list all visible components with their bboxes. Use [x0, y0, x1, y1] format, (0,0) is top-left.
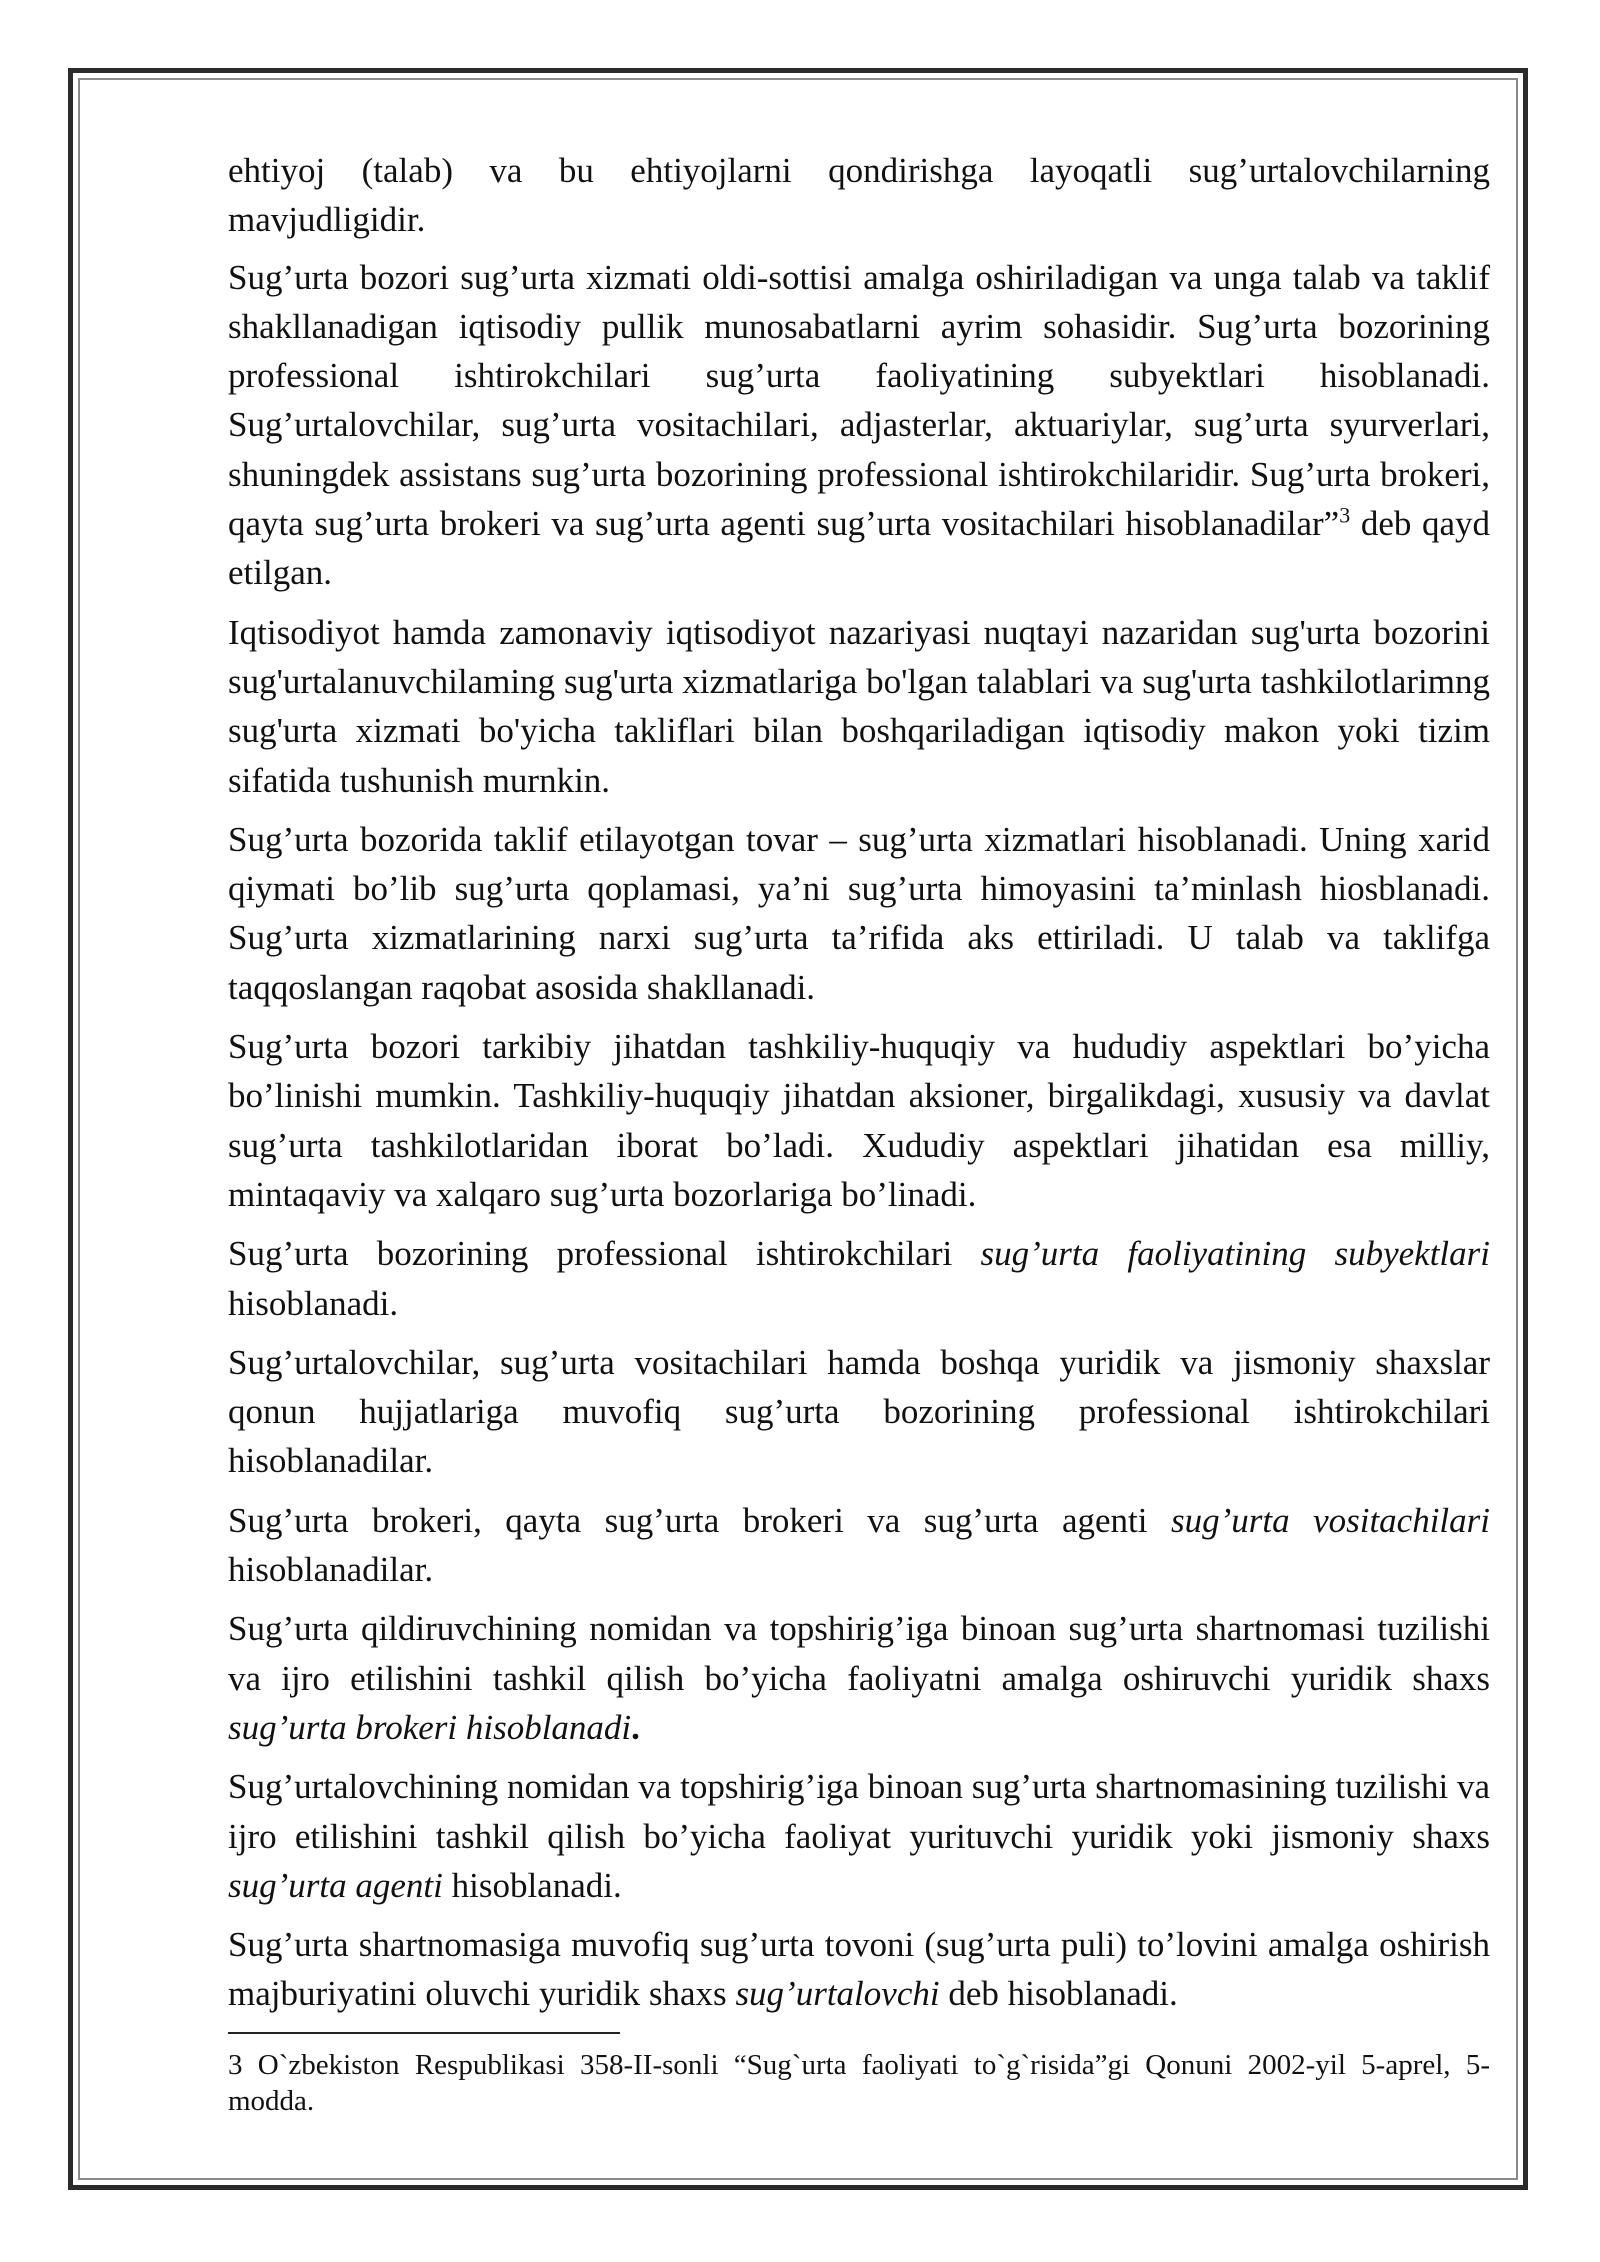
- paragraph-3: [228, 608, 1490, 805]
- footnote-reference[interactable]: 3: [1339, 502, 1351, 528]
- footnote-separator: [228, 2032, 620, 2034]
- text: hisoblanadi.: [442, 1865, 622, 1905]
- text: Iqtisodiyot hamda zamonaviy iqtisodiyot nazariyasi nuqtayi nazaridan sug'urta bozorini sug'urtalanuvchilaming sug'urta xizmatlariga bo'lgan talablari va sug'urta tashkilotlarimng sug'urta xizmati bo'yicha takliflari bilan boshqariladigan iqtisodiy makon yoki tizim sifatida tushunish murnkin.: [228, 612, 1490, 800]
- text: hisoblanadi.: [228, 1283, 399, 1323]
- text: Sug’urta bozori sug’urta xizmati oldi-sottisi amalga oshiriladigan va unga talab va taklif shakllanadigan iqtisodiy pullik munosabatlarni ayrim sohasidir. Sug’urta bozorining professional ishtirokchilari sug’urta faoliyatining subyektlari hisoblanadi. Sug’urtalovchilar, sug’urta vositachilari, adjasterlar, aktuariylar, sug’urta syurverlari, shuningdek assistans sug’urta bozorining professional ishtirokchilaridir. Sug’urta brokeri, qayta sug’urta brokeri va sug’urta agenti sug’urta vositachilari hisoblanadilar”: [228, 257, 1490, 544]
- text: Sug’urta bozorining professional ishtirokchilari: [228, 1234, 981, 1274]
- footnote: 3 O`zbekiston Respublikasi 358-II-sonli “Sug`urta faoliyati to`g`risida”gi Qonuni 2002-yil 5-aprel, 5-modda.: [228, 2049, 1490, 2117]
- italic-term: sug’urta agenti: [228, 1865, 443, 1905]
- paragraph-10: [228, 1762, 1490, 1910]
- paragraph-9: [228, 1604, 1490, 1752]
- italic-term: sug’urta faoliyatining subyektlari: [980, 1234, 1490, 1274]
- italic-term: sug’urta vositachilari: [1170, 1500, 1490, 1540]
- text: deb qayd etilgan.: [228, 504, 1490, 593]
- paragraph-1: [228, 146, 1490, 245]
- paragraph-8: [228, 1496, 1490, 1595]
- text: Sug’urta shartnomasiga muvofiq sug’urta tovoni (sug’urta puli) to’lovini amalga oshirish majburiyatini oluvchi yuridik shaxs: [228, 1925, 1490, 2014]
- text: Sug’urta bozori tarkibiy jihatdan tashkiliy-huquqiy va hududiy aspektlari bo’yicha bo’linishi mumkin. Tashkiliy-huquqiy jihatdan aksioner, birgalikdagi, xususiy va davlat sug’urta tashkilotlaridan iborat bo’ladi. Xududiy aspektlari jihatidan esa milliy, mintaqaviy va xalqaro sug’urta bozorlariga bo’linadi.: [228, 1027, 1490, 1214]
- paragraph-11: [228, 1920, 1490, 2019]
- paragraph-5: [228, 1022, 1490, 1219]
- text: Sug’urtalovchining nomidan va topshirig’iga binoan sug’urta shartnomasining tuzilishi va ijro etilishini tashkil qilish bo’yicha faoliyat yurituvchi yuridik yoki jismoniy shaxs: [228, 1767, 1490, 1856]
- text: hisoblanadilar.: [228, 1550, 434, 1590]
- paragraph-6: [228, 1229, 1490, 1328]
- paragraph-7: [228, 1338, 1490, 1486]
- italic-term: sug’urtalovchi: [735, 1974, 940, 2014]
- bold-period: .: [631, 1707, 640, 1747]
- text: Sug’urta bozorida taklif etilayotgan tovar – sug’urta xizmatlari hisoblanadi. Uning xarid qiymati bo’lib sug’urta qoplamasi, ya’ni sug’urta himoyasini ta’minlash hiosblanadi. Sug’urta xizmatlarining narxi sug’urta ta’rifida aks ettiriladi. U talab va taklifga taqqoslangan raqobat asosida shakllanadi.: [228, 819, 1490, 1007]
- text: ehtiyoj (talab) va bu ehtiyojlarni qondirishga layoqatli sug’urtalovchilarning mavjudligidir.: [228, 151, 1490, 240]
- italic-term: sug’urta brokeri hisoblanadi: [228, 1707, 632, 1747]
- text: Sug’urta brokeri, qayta sug’urta brokeri va sug’urta agenti: [228, 1500, 1171, 1540]
- text: Sug’urtalovchilar, sug’urta vositachilari hamda boshqa yuridik va jismoniy shaxslar qonun hujjatlariga muvofiq sug’urta bozorining professional ishtirokchilari hisoblanadilar.: [228, 1342, 1490, 1481]
- paragraph-4: [228, 815, 1490, 1012]
- document-body: [228, 146, 1490, 2029]
- text: deb hisoblanadi.: [939, 1974, 1178, 2014]
- text: Sug’urta qildiruvchining nomidan va topshirig’iga binoan sug’urta shartnomasi tuzilishi va ijro etilishini tashkil qilish bo’yicha faoliyatni amalga oshiruvchi yuridik shaxs: [228, 1609, 1490, 1698]
- paragraph-2: [228, 253, 1490, 598]
